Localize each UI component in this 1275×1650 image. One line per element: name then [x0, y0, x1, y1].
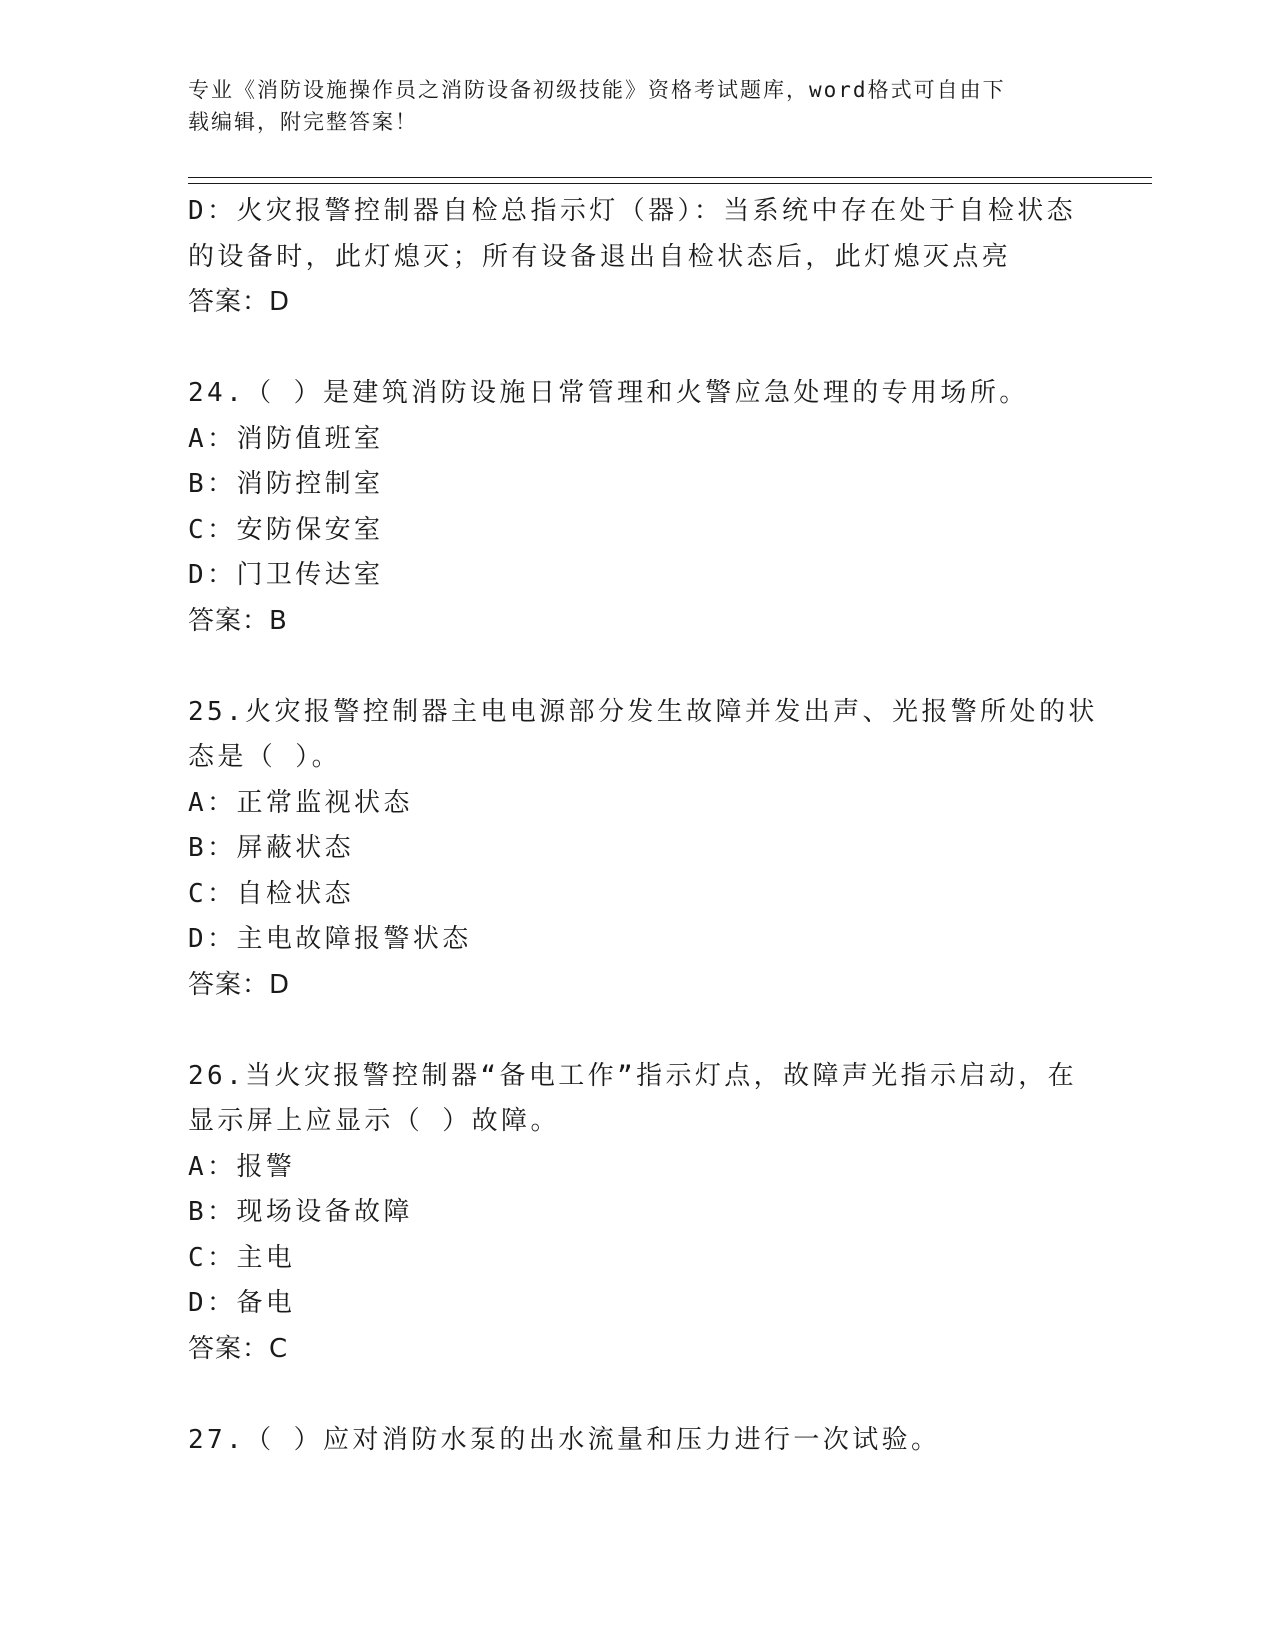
question-list	[188, 189, 1098, 1463]
option-d: D：主电故障报警状态	[188, 924, 472, 954]
spacer	[188, 644, 1088, 690]
answer-line: 答案：D	[188, 969, 291, 1000]
option-a: A：报警	[188, 1151, 296, 1182]
option-b: B：消防控制室	[188, 469, 384, 499]
option-b: B：现场设备故障	[188, 1197, 413, 1227]
header-line-2: 载编辑，附完整答案！	[188, 110, 418, 134]
answer-line: 答案：C	[188, 1333, 289, 1364]
question-27	[188, 1418, 1088, 1464]
question-stem-line-2: 态是（ ）。	[188, 742, 342, 772]
option-d-line-1: D：火灾报警控制器自检总指示灯（器）：当系统中存在处于自检状态	[188, 196, 1077, 226]
spacer	[188, 326, 1088, 372]
document-header	[188, 74, 1068, 138]
question-26	[188, 1054, 1088, 1373]
spacer	[188, 1372, 1088, 1418]
spacer	[188, 1008, 1088, 1054]
option-a: A：正常监视状态	[188, 787, 413, 818]
option-d: D：备电	[188, 1288, 296, 1318]
option-c: C：主电	[188, 1242, 296, 1273]
answer-line: 答案：B	[188, 605, 288, 636]
previous-question-tail	[188, 189, 1088, 326]
question-stem: 24.（ ）是建筑消防设施日常管理和火警应急处理的专用场所。	[188, 378, 1029, 408]
option-a: A：消防值班室	[188, 423, 384, 454]
answer-line: 答案：D	[188, 287, 291, 317]
option-c: C：安防保安室	[188, 514, 384, 545]
option-d: D：门卫传达室	[188, 560, 384, 590]
question-25	[188, 690, 1098, 1009]
question-stem-line-2: 显示屏上应显示（ ）故障。	[188, 1106, 560, 1136]
header-line-1: 专业《消防设施操作员之消防设备初级技能》资格考试题库，word格式可自由下	[188, 78, 1006, 102]
question-stem: 27.（ ）应对消防水泵的出水流量和压力进行一次试验。	[188, 1424, 941, 1455]
option-c: C：自检状态	[188, 878, 355, 909]
header-divider-bottom	[188, 183, 1152, 184]
question-stem-line-1: 26.当火灾报警控制器“备电工作”指示灯点，故障声光指示启动，在	[188, 1060, 1078, 1091]
option-d-line-2: 的设备时，此灯熄灭；所有设备退出自检状态后，此灯熄灭点亮	[188, 241, 1012, 272]
question-24	[188, 371, 1088, 644]
option-b: B：屏蔽状态	[188, 833, 355, 863]
header-divider-top	[188, 177, 1152, 178]
question-stem-line-1: 25.火灾报警控制器主电电源部分发生故障并发出声、光报警所处的状	[188, 696, 1098, 727]
